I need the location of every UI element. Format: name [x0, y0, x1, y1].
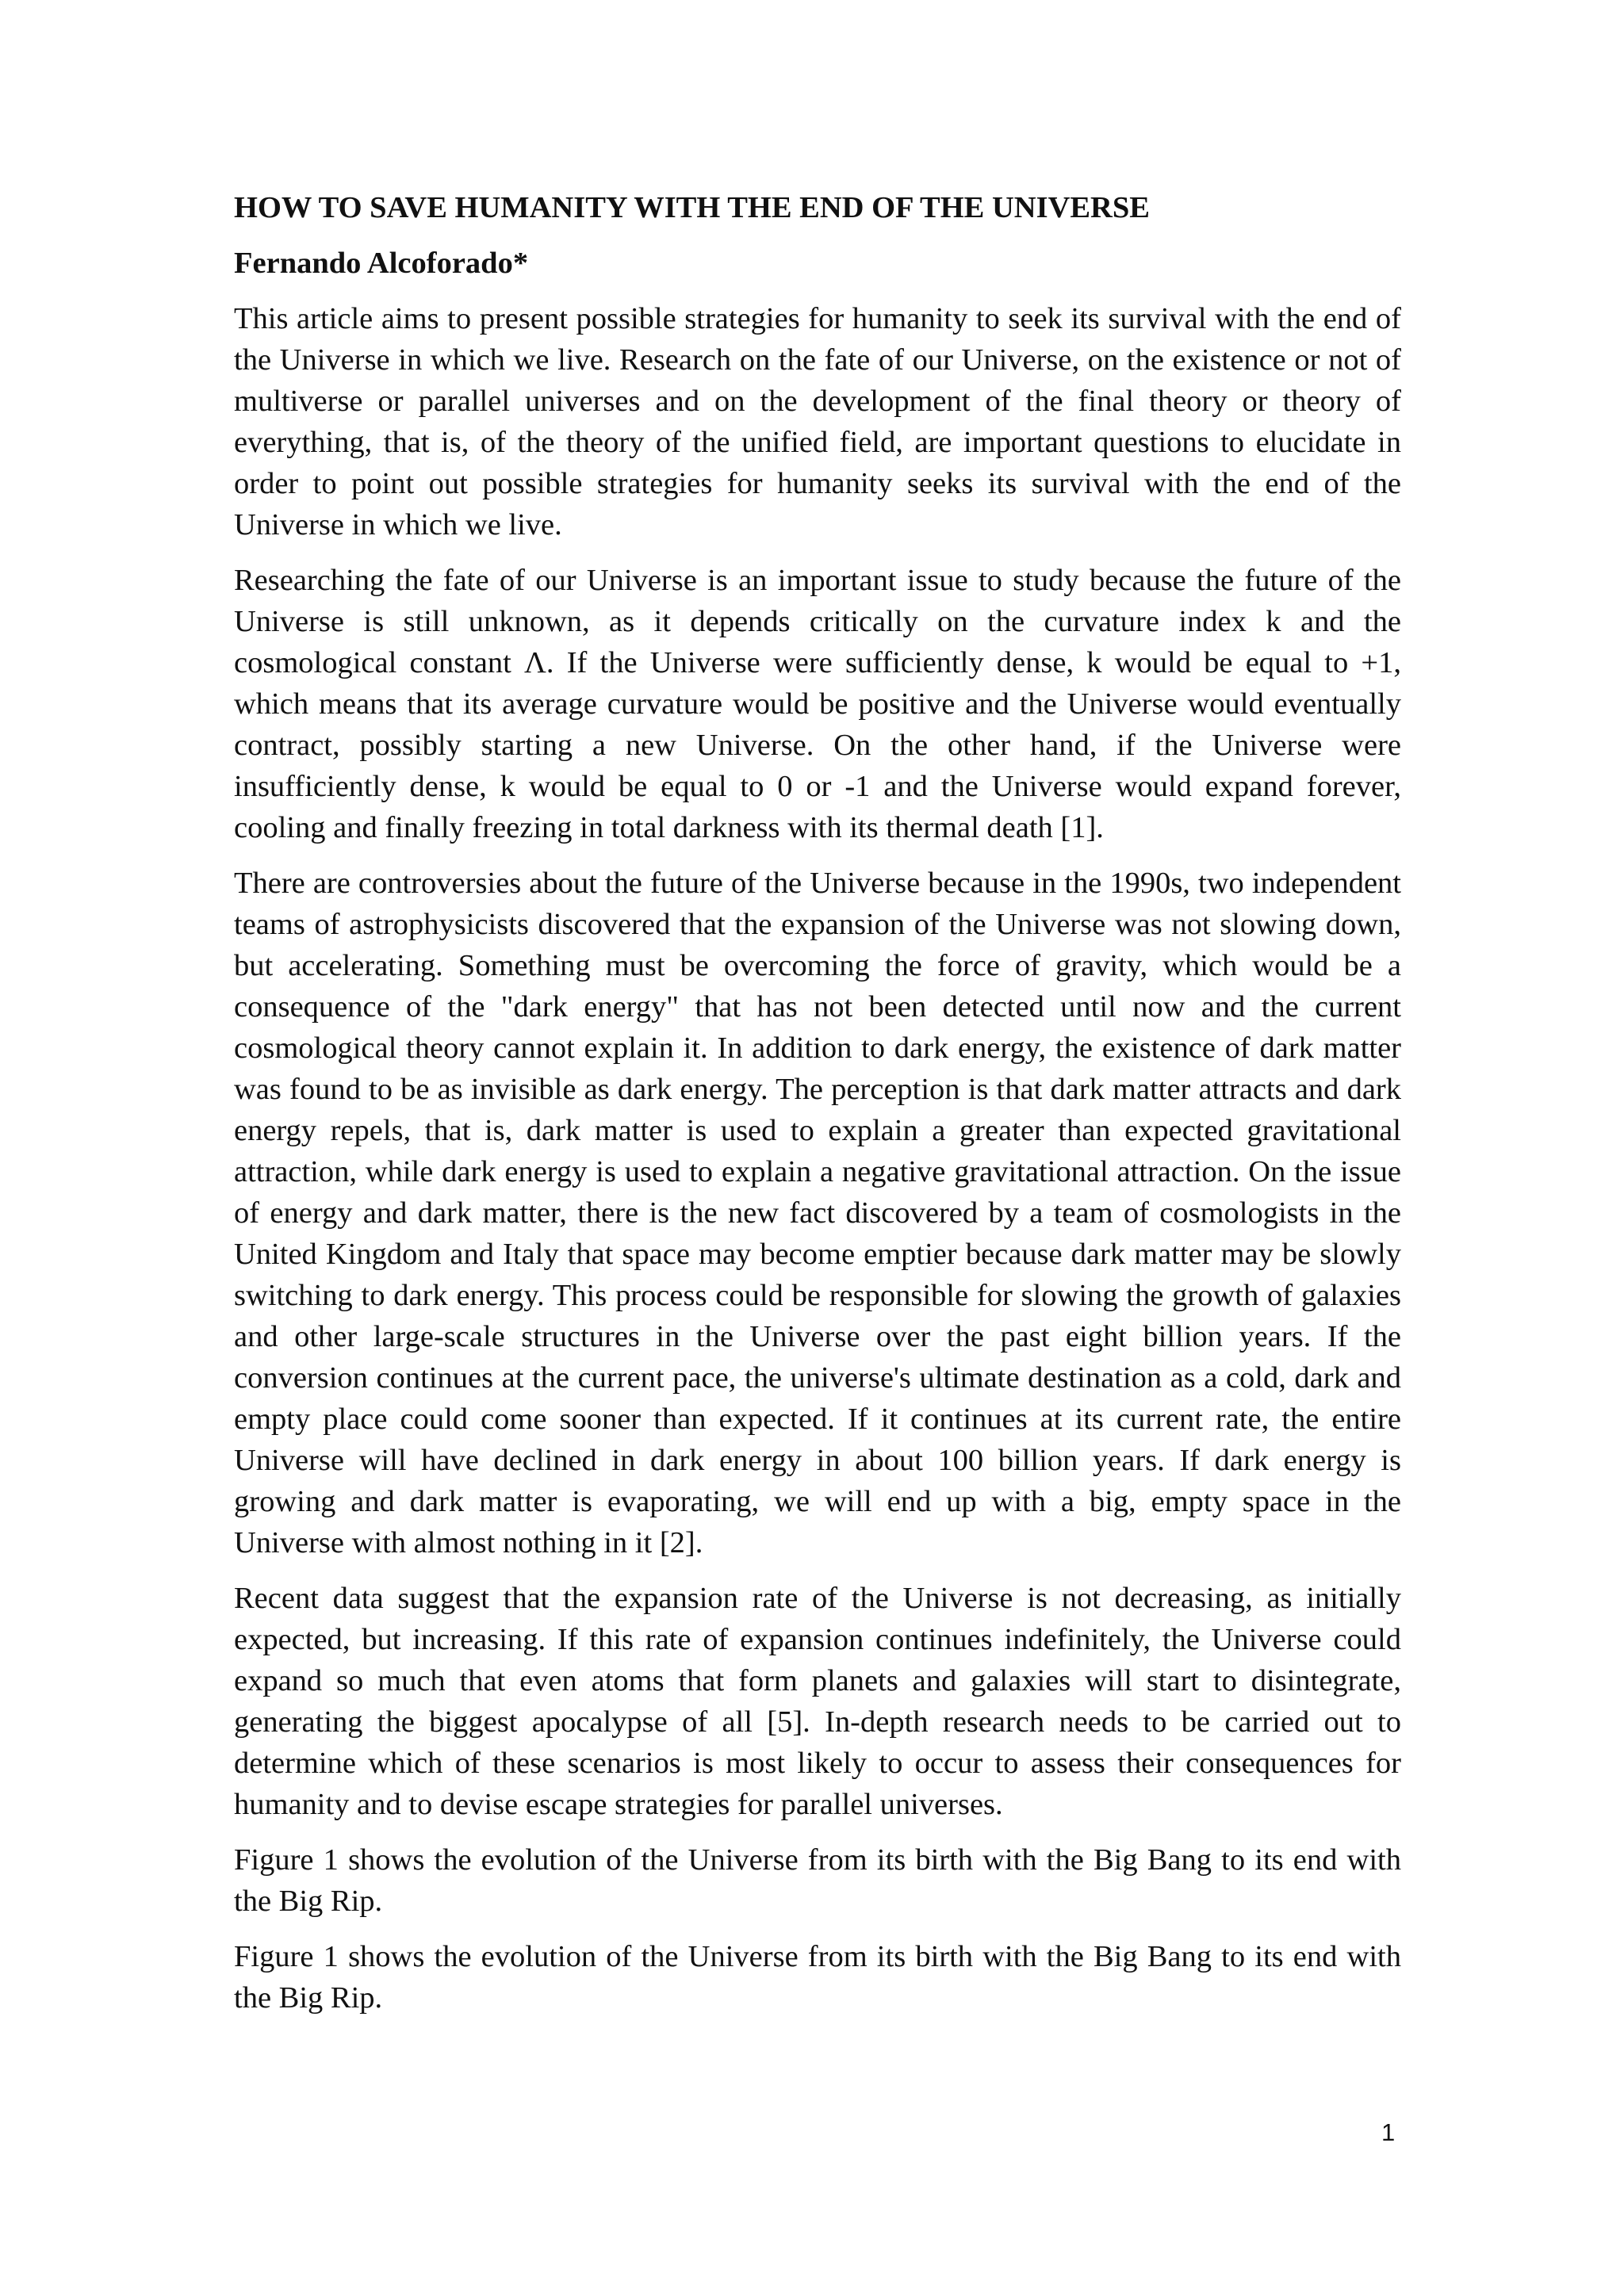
- paragraph-figure-reference-repeat: Figure 1 shows the evolution of the Universe from its birth with the Big Bang to its end with the Big Rip.: [234, 1940, 1401, 2015]
- paragraph-controversies: There are controversies about the future of the Universe because in the 1990s, two independent teams of astrophysicists discovered that the expansion of the Universe was not slowing down, but accelerating. Something must be overcoming the force of gravity, which would be a consequence of the "dark energy" that has not been detected until now and the current cosmological theory cannot explain it. In addition to dark energy, the existence of dark matter was found to be as invisible as dark energy. The perception is that dark matter attracts and dark energy repels, that is, dark matter is used to explain a greater than expected gravitational attraction, while dark energy is used to explain a negative gravitational attraction. On the issue of energy and dark matter, there is the new fact discovered by a team of cosmologists in the United Kingdom and Italy that space may become emptier because dark matter may be slowly switching to dark energy. This process could be responsible for slowing the growth of galaxies and other large-scale structures in the Universe over the past eight billion years. If the conversion continues at the current pace, the universe's ultimate destination as a cold, dark and empty place could come sooner than expected. If it continues at its current rate, the entire Universe will have declined in dark energy in about 100 billion years. If dark energy is growing and dark matter is evaporating, we will end up with a big, empty space in the Universe with almost nothing in it [2].: [234, 867, 1401, 1559]
- document-title: HOW TO SAVE HUMANITY WITH THE END OF THE UNIVERSE: [234, 191, 1150, 224]
- document-body: [234, 187, 1401, 2033]
- paragraph-fate-of-universe: Researching the fate of our Universe is an important issue to study because the future of the Universe is still unknown, as it depends critically on the curvature index k and the cosmological constant Λ. If the Universe were sufficiently dense, k would be equal to +1, which means that its average curvature would be positive and the Universe would eventually contract, possibly starting a new Universe. On the other hand, if the Universe were insufficiently dense, k would be equal to 0 or -1 and the Universe would expand forever, cooling and finally freezing in total darkness with its thermal death [1].: [234, 564, 1401, 844]
- paragraph-intro: This article aims to present possible strategies for humanity to seek its survival with the end of the Universe in which we live. Research on the fate of our Universe, on the existence or not of multiverse or parallel universes and on the development of the final theory or theory of everything, that is, of the theory of the unified field, are important questions to elucidate in order to point out possible strategies for humanity seeks its survival with the end of the Universe in which we live.: [234, 302, 1401, 541]
- paragraph-figure-reference: Figure 1 shows the evolution of the Universe from its birth with the Big Bang to its end with the Big Rip.: [234, 1843, 1401, 1918]
- paragraph-recent-data: Recent data suggest that the expansion rate of the Universe is not decreasing, as initially expected, but increasing. If this rate of expansion continues indefinitely, the Universe could expand so much that even atoms that form planets and galaxies will start to disintegrate, generating the biggest apocalypse of all [5]. In-depth research needs to be carried out to determine which of these scenarios is most likely to occur to assess their consequences for humanity and to devise escape strategies for parallel universes.: [234, 1582, 1401, 1821]
- author-name: Fernando Alcoforado*: [234, 247, 529, 280]
- page-number: 1: [1381, 2118, 1396, 2146]
